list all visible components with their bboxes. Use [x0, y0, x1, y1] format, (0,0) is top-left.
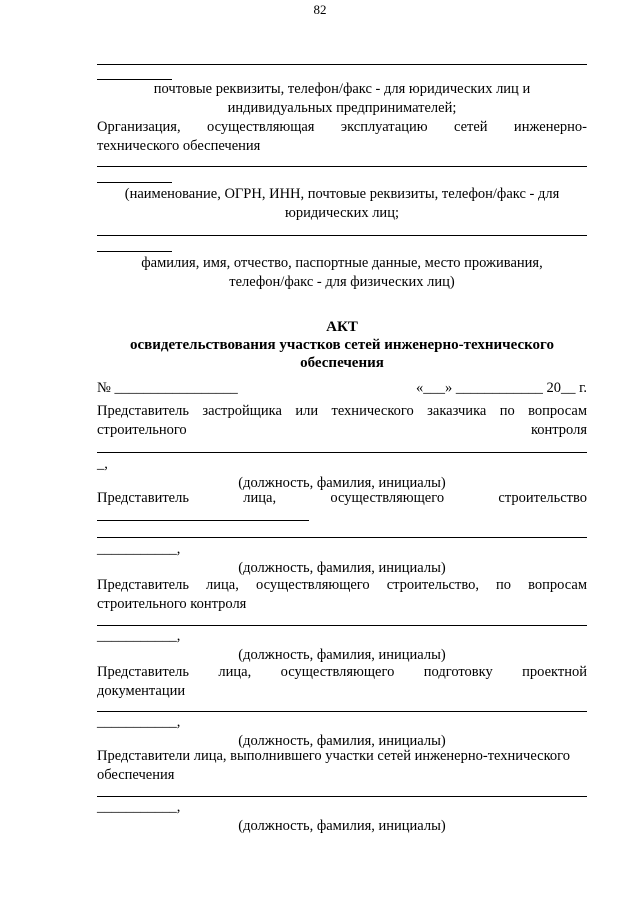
fill-line-end[interactable]: ___________, — [97, 714, 181, 730]
rep-builder-qc-label: строительного контроля — [97, 596, 247, 612]
fill-line[interactable] — [97, 711, 587, 712]
fill-line[interactable] — [97, 166, 587, 167]
position-caption: (должность, фамилия, инициалы) — [238, 560, 446, 576]
person-caption: телефон/факс - для физических лиц) — [229, 274, 455, 290]
rep-builder-qc-label: Представитель лица, осуществляющего строительство, по вопросам — [97, 577, 587, 593]
fill-line[interactable] — [97, 64, 587, 65]
fill-line-end[interactable]: ___________, — [97, 628, 181, 644]
fill-line-end[interactable]: ___________, — [97, 799, 181, 815]
rep-executor-label: обеспечения — [97, 767, 175, 783]
fill-line-end[interactable]: ___________, — [97, 541, 181, 557]
fill-line-short[interactable] — [97, 520, 309, 521]
rep-executor-label: Представители лица, выполнившего участки сетей инженерно-технического — [97, 748, 570, 764]
org-caption: юридических лиц; — [285, 205, 399, 221]
act-date[interactable]: «___» ____________ 20__ г. — [415, 380, 587, 396]
developer-caption: индивидуальных предпринимателей; — [227, 100, 457, 116]
org-label: Организация, осуществляющая эксплуатацию сетей инженерно- — [97, 119, 587, 135]
act-number[interactable]: № _________________ — [97, 380, 238, 396]
position-caption: (должность, фамилия, инициалы) — [238, 733, 446, 749]
person-caption: фамилия, имя, отчество, паспортные данные, место проживания, — [141, 255, 543, 271]
act-subtitle: освидетельствования участков сетей инженерно-технического — [130, 337, 554, 353]
rep-developer-label: строительного — [97, 422, 187, 438]
fill-line[interactable] — [97, 537, 587, 538]
rep-designer-label: Представитель лица, осуществляющего подготовку проектной — [97, 664, 587, 680]
fill-line-short[interactable] — [97, 182, 172, 183]
rep-developer-label: контроля — [530, 422, 587, 438]
act-subtitle: обеспечения — [300, 355, 384, 371]
rep-designer-label: документации — [97, 683, 186, 699]
fill-line[interactable] — [97, 796, 587, 797]
fill-line-short[interactable] — [97, 251, 172, 252]
rep-builder-label: Представитель лица, осуществляющего строительство — [97, 490, 587, 506]
fill-line-end[interactable]: _, — [97, 456, 108, 472]
fill-line[interactable] — [97, 235, 587, 236]
org-caption: (наименование, ОГРН, ИНН, почтовые реквизиты, телефон/факс - для — [124, 186, 560, 202]
page-number: 82 — [313, 2, 327, 17]
fill-line[interactable] — [97, 452, 587, 453]
org-label: технического обеспечения — [97, 138, 261, 154]
position-caption: (должность, фамилия, инициалы) — [238, 818, 446, 834]
rep-developer-label: Представитель застройщика или технического заказчика по вопросам — [97, 403, 587, 419]
position-caption: (должность, фамилия, инициалы) — [238, 475, 446, 491]
developer-caption: почтовые реквизиты, телефон/факс - для юридических лиц и — [153, 81, 531, 97]
position-caption: (должность, фамилия, инициалы) — [238, 647, 446, 663]
act-title: АКТ — [326, 319, 358, 335]
fill-line[interactable] — [97, 625, 587, 626]
